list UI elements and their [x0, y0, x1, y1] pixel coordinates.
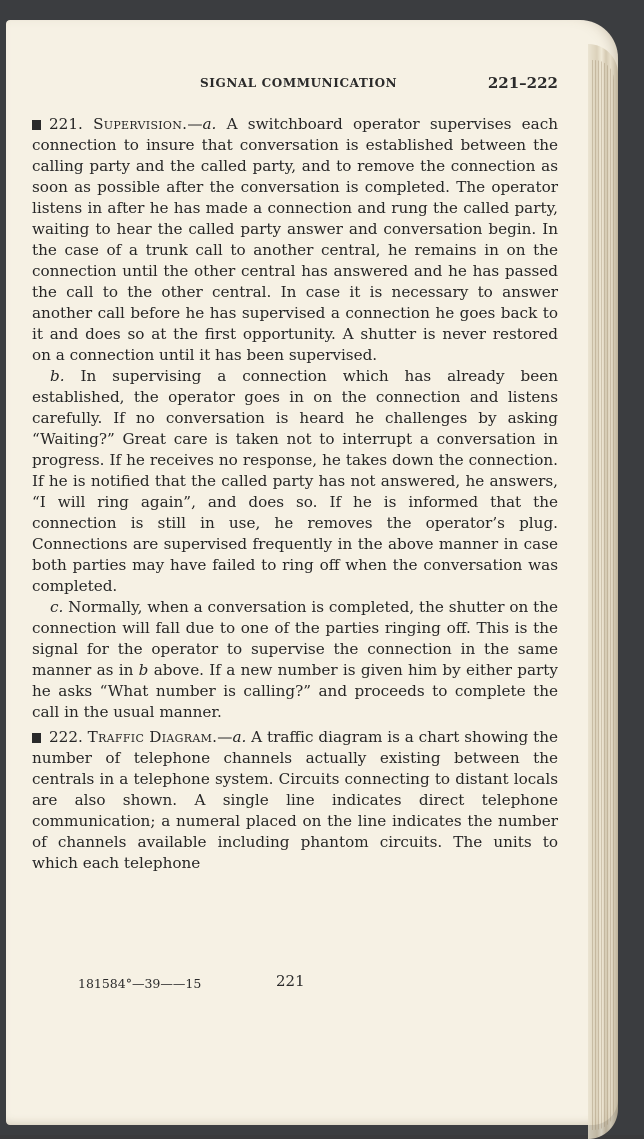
page-body — [32, 114, 558, 874]
page-header — [32, 74, 558, 94]
paragraph-221b — [32, 366, 558, 597]
section-marker-icon — [32, 120, 41, 130]
paragraph-range: 221–222 — [487, 74, 558, 92]
section-number: 221. — [49, 115, 83, 133]
paragraph-222a: 222. Traffic Diagram.—a. A traffic diagram is a chart showing the number of telephone channels actually existing between the centrals in a telephone system. Circuits connecting to distant locals are also shown. A single line indicates direct telephone communication; a numeral placed on the line indicates the number of channels available including phantom circuits. The units to which each telephone — [32, 728, 558, 872]
print-code: 181584°—39——15 — [78, 976, 202, 991]
section-221 — [32, 114, 558, 723]
paragraph-text: A switchboard operator supervises each connection to insure that conversation is established between the calling party and the called party, and to remove the connection as soon as possible after the conversation is completed. The operator listens in after he has made a connection and rung the called party, waiting to hear the called party answer and conversation begin. In the case of a trunk call to another central, he remains in on the connection until the other central has answered and he has passed the call to the other central. In case it is necessary to answer another call before he has supervised a connection he goes back to it and does so at the first opportunity. A shutter is never restored on a connection until it has been supervised. — [32, 115, 558, 364]
paragraph-label: b. — [50, 367, 65, 385]
running-head: SIGNAL COMMUNICATION — [200, 76, 398, 90]
page-edge-texture — [592, 60, 614, 1130]
paragraph-label: c. — [50, 598, 64, 616]
section-marker-icon — [32, 733, 41, 743]
paragraph-text: In supervising a connection which has already been established, the operator goes in on the connection and listens carefully. If no conversation is heard he challenges by asking “Waiting?” Great care is taken not to interrupt a conversation in progress. If he receives no response, he takes down the connection. If he is notified that the called party has not answered, he answers, “I will ring again”, and does so. If he is informed that the connection is still in use, he removes the operator’s plug. Connections are supervised frequently in the above manner in case both parties may have failed to ring off when the conversation was completed. — [32, 367, 558, 595]
paragraph-text: Normally, when a conversation is completed, the shutter on the connection will fall due to one of the parties ringing off. This is the signal for the operator to supervise the connection in the same manner as in — [32, 598, 558, 679]
page-footer — [78, 972, 378, 994]
paragraph-reference: b — [138, 661, 149, 679]
paragraph-text-continued: above. If a new number is given him by either party he asks “What number is calling?” and proceeds to complete the call in the usual manner. — [32, 661, 558, 721]
paragraph-221c — [32, 597, 558, 723]
section-number: 222. — [49, 728, 83, 746]
paragraph-221a: 221. Supervision.—a. A switchboard operator supervises each connection to insure that conversation is established between the calling party and the called party, and to remove the connection as soon as possible after the conversation is completed. The operator listens in after he has made a connection and rung the called party, waiting to hear the called party answer and conversation begin. In the case of a trunk call to another central, he remains in on the connection until the other central has answered and he has passed the call to the other central. In case it is necessary to answer another call before he has supervised a connection he goes back to it and does so at the first opportunity. A shutter is never restored on a connection until it has been supervised. — [32, 115, 558, 364]
paragraph-label: a. — [232, 728, 247, 746]
page-number: 221 — [276, 972, 305, 990]
paragraph-text: A traffic diagram is a chart showing the number of telephone channels actually existing between the centrals in a telephone system. Circuits connecting to distant locals are also shown. A single line indicates direct telephone communication; a numeral placed on the line indicates the number of channels available including phantom circuits. The units to which each telephone — [32, 728, 558, 872]
paragraph-label: a. — [202, 115, 217, 133]
section-title: Traffic Diagram. — [87, 728, 218, 746]
section-title: Supervision. — [93, 115, 188, 133]
section-222 — [32, 727, 558, 874]
